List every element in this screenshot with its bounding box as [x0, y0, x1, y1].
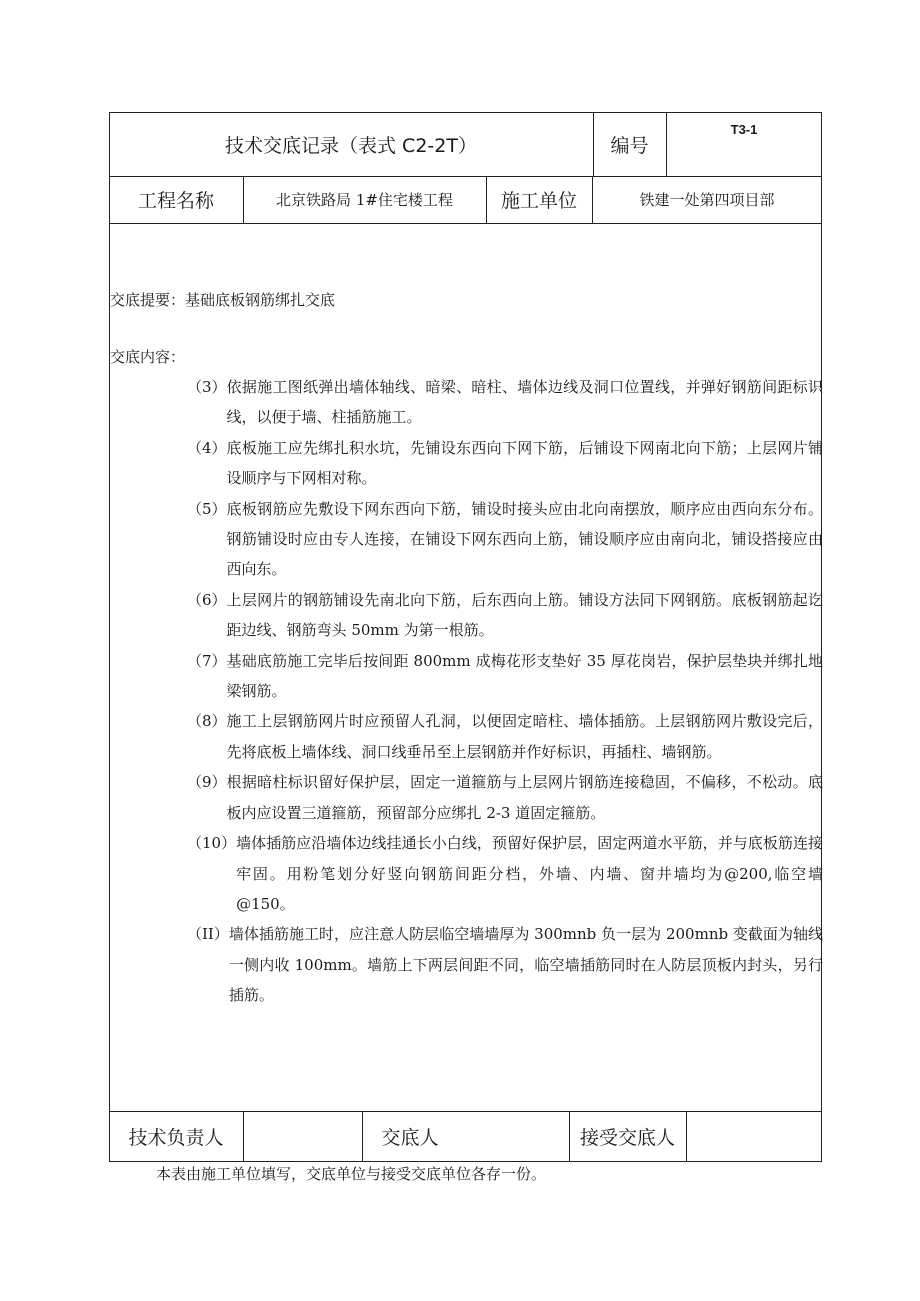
list-item: （5） 底板钢筋应先敷设下网东西向下筋，铺设时接头应由北向南摆放，顺序应由西向东分布。钢筋铺设时应由专人连接，在铺设下网东西向上筋，铺设顺序应由南向北，铺设搭接应由西向东。 [187, 499, 823, 579]
list-item: （6） 上层网片的钢筋铺设先南北向下筋，后东西向上筋。铺设方法同下网钢筋。底板钢筋起讫距边线、钢筋弯头 50mm 为第一根筋。 [187, 590, 823, 640]
tech-lead-field[interactable] [243, 1111, 362, 1162]
discloser-field[interactable] [458, 1111, 569, 1162]
list-item: （10） 墙体插筋应沿墙体边线挂通长小白线，预留好保护层，固定两道水平筋，并与底板筋连接牢固。用粉笔划分好竖向钢筋间距分档，外墙、内墙、窗井墙均为@200,临空墙@150。 [187, 834, 823, 913]
number-value[interactable]: T3-1 [730, 122, 758, 137]
footer-note: 本表由施工单位填写，交底单位与接受交底单位各存一份。 [156, 1165, 547, 1183]
receiver-label: 接受交底人 [579, 1127, 675, 1149]
receiver-field[interactable] [686, 1111, 822, 1162]
form-title: 技术交底记录（表式 C2-2T） [225, 134, 477, 157]
divider [109, 223, 822, 224]
project-name-label: 工程名称 [137, 190, 214, 212]
list-item: （9） 根据暗柱标识留好保护层，固定一道箍筋与上层网片钢筋连接稳固，不偏移，不松动。底板内应设置三道箍筋，预留部分应绑扎 2-3 道固定箍筋。 [187, 773, 823, 822]
list-item: （4） 底板施工应先绑扎积水坑，先铺设东西向下网下筋，后铺设下网南北向下筋；上层网片铺设顺序与下网相对称。 [187, 438, 823, 488]
construction-unit-value[interactable]: 铁建一处第四项目部 [639, 191, 775, 209]
tech-lead-label: 技术负责人 [128, 1127, 224, 1149]
discloser-label: 交底人 [381, 1127, 439, 1149]
disclosure-content-label: 交底内容： [110, 348, 186, 366]
number-label: 编号 [610, 134, 649, 157]
disclosure-summary: 交底提要：基础底板钢筋绑扎交底 [110, 291, 336, 309]
list-item: （7） 基础底筋施工完毕后按间距 800mm 成梅花形支垫好 35 厚花岗岩，保护层垫块并绑扎地梁钢筋。 [187, 651, 823, 701]
list-item: （II） 墙体插筋施工时，应注意人防层临空墙墙厚为 300mnb 负一层为 200mnb 变截面为轴线一侧内收 100mm。墙筋上下两层间距不同，临空墙插筋同时在人防层顶板内封头，另行插筋。 [187, 925, 823, 1005]
construction-unit-label: 施工单位 [500, 190, 577, 212]
list-item: （3） 依据施工图纸弹出墙体轴线、暗梁、暗柱、墙体边线及洞口位置线，并弹好钢筋间距标识线，以便于墙、柱插筋施工。 [187, 378, 823, 427]
disclosure-items [187, 372, 823, 1011]
list-item: （8） 施工上层钢筋网片时应预留人孔洞，以便固定暗柱、墙体插筋。上层钢筋网片敷设完后，先将底板上墙体线、洞口线垂吊至上层钢筋并作好标识，再插柱、墙钢筋。 [187, 712, 823, 761]
project-name-value[interactable]: 北京铁路局 1#住宅楼工程 [276, 191, 453, 209]
